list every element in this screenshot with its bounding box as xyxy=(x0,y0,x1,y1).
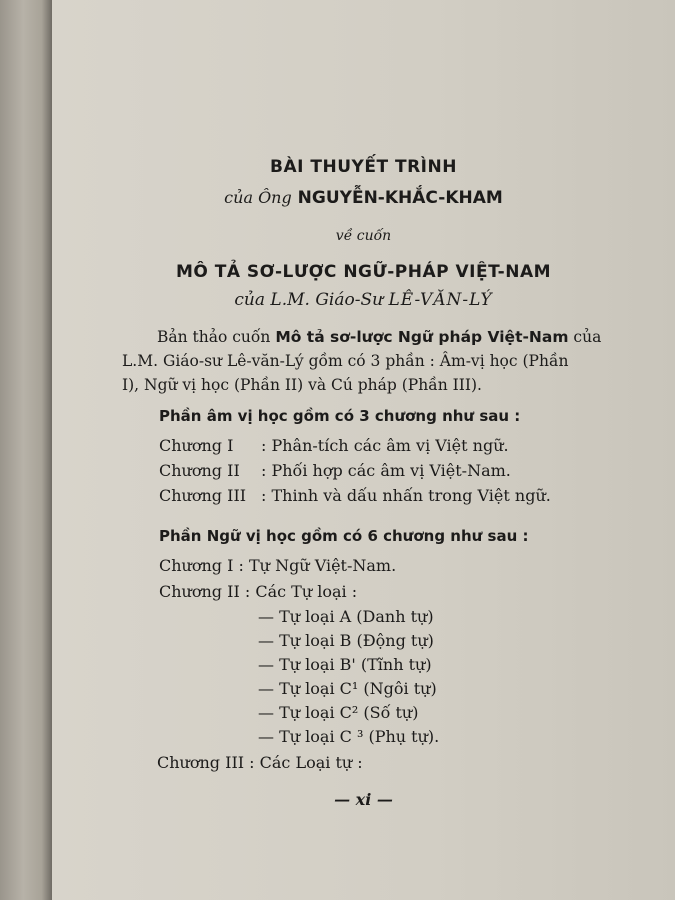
chapter-label: Chương I xyxy=(159,436,234,455)
intro-line-2: L.M. Giáo-sư Lê-văn-Lý gồm có 3 phần : Âm-vị học (Phần xyxy=(122,352,569,370)
chapter-text: : Phân-tích các âm vị Việt ngữ. xyxy=(261,436,509,455)
author-prefix: của L.M. Giáo-Sư xyxy=(234,290,384,310)
byline xyxy=(52,188,675,208)
subitem: — Tự loại B' (Tĩnh tự) xyxy=(258,655,432,674)
chapter-text: : Thinh và dấu nhấn trong Việt ngữ. xyxy=(261,486,551,505)
book-page xyxy=(52,0,675,900)
intro-book-title: Mô tả sơ-lược Ngữ pháp Việt-Nam xyxy=(275,328,569,346)
byline-name: NGUYỄN-KHẮC-KHAM xyxy=(297,188,503,208)
subitem: — Tự loại B (Động tự) xyxy=(258,631,434,650)
intro-line-1 xyxy=(157,328,601,346)
byline-prefix: của Ông xyxy=(224,188,292,207)
subitem: — Tự loại C² (Số tự) xyxy=(258,703,419,722)
section2-chapter-3: Chương III : Các Loại tự : xyxy=(157,753,363,772)
author-line xyxy=(52,290,675,310)
page-title: BÀI THUYẾT TRÌNH xyxy=(270,157,457,177)
section1-chapter-3 xyxy=(159,486,551,505)
left-page-edge xyxy=(0,0,52,900)
book-title: MÔ TẢ SƠ-LƯỢC NGỮ-PHÁP VIỆT-NAM xyxy=(175,262,552,282)
author-name: LÊ-VĂN-LÝ xyxy=(388,290,493,310)
chapter-label: Chương II xyxy=(159,461,240,480)
page-number: — xi — xyxy=(334,790,393,809)
section2-heading: Phần Ngữ vị học gồm có 6 chương như sau : xyxy=(159,527,529,545)
section1-heading: Phần âm vị học gồm có 3 chương như sau : xyxy=(159,407,521,425)
chapter-label: Chương III xyxy=(159,486,247,505)
intro-line-1-a: Bản thảo cuốn xyxy=(157,328,276,346)
intro-line-1-c: của xyxy=(568,328,602,346)
section2-chapter-1: Chương I : Tự Ngữ Việt-Nam. xyxy=(159,556,397,575)
subitem: — Tự loại C ³ (Phụ tự). xyxy=(258,727,440,746)
chapter-text: : Phối hợp các âm vị Việt-Nam. xyxy=(261,461,511,480)
section1-chapter-2 xyxy=(159,461,511,480)
subitem: — Tự loại C¹ (Ngôi tự) xyxy=(258,679,437,698)
section2-chapter-2: Chương II : Các Tự loại : xyxy=(159,582,358,601)
section1-chapter-1 xyxy=(159,436,509,455)
about-label: về cuốn xyxy=(335,228,392,244)
subitem: — Tự loại A (Danh tự) xyxy=(258,607,434,626)
intro-line-3: I), Ngữ vị học (Phần II) và Cú pháp (Phần III). xyxy=(122,376,482,394)
